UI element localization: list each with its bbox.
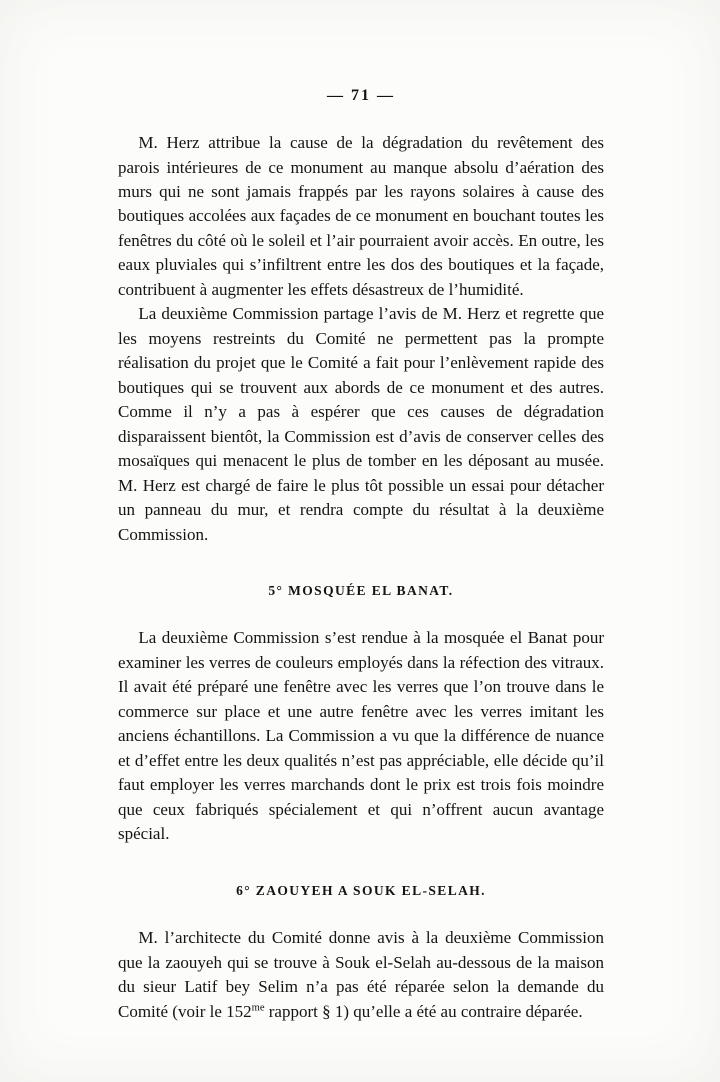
paragraph-commission-response: La deuxième Commission partage l’avis de M. Herz et regrette que les moyens restreints du Comité ne permettent pas la prompte réalisation du projet que le Comité a fait pour l’enlèvement rapide des boutiques qui se trouvent aux abords de ce monument et des autres. Comme il n’y a pas à espérer que ces causes de dégradation disparaissent bientôt, la Commission est d’avis de conserver celles des mosaïques qui menacent le plus de tomber en les déposant au musée. M. Herz est chargé de faire le plus tôt possible un essai pour détacher un panneau du mur, et rendra compte du résultat à la deuxième Commission. — [118, 304, 604, 544]
paragraph-mosquee-el-banat: La deuxième Commission s’est rendue à la mosquée el Banat pour examiner les verres de couleurs employés dans la réfection des vitraux. Il avait été préparé une fenêtre avec les verres que l’on trouve dans le commerce sur place et une autre fenêtre avec les verres imitant les anciens échantillons. La Commission a vu que la différence de nuance et d’effet entre les deux qualités n’est pas appréciable, elle décide qu’il faut employer les verres marchands dont le prix est trois fois moindre que ceux fabriqués spécialement et qui n’offrent aucun avantage spécial. — [118, 628, 604, 844]
paragraph-monument-herz-opinion: M. Herz attribue la cause de la dégradation du revêtement des parois intérieures de ce monument au manque absolu d’aération des murs qui ne sont jamais frappés par les rayons solaires à cause des boutiques accolées aux façades de ce monument en bouchant toutes les fenêtres du côté où le soleil et l’air pourraient avoir accès. En outre, les eaux pluviales qui s’infiltrent entre les dos des boutiques et la façade, contribuent à augmenter les effets désastreux de l’humidité. — [118, 133, 604, 299]
ordinal-superscript-152me: me — [251, 1001, 265, 1013]
paragraph-zaouyeh-souk-el-selah — [118, 926, 604, 1024]
section-heading-zaouyeh-souk-el-selah: 6° ZAOUYEH A SOUK EL-SELAH. — [236, 882, 486, 898]
page-number: — 71 — — [327, 87, 395, 104]
paragraph-zaouyeh-text-after-superscript: rapport § 1) qu’elle a été au contraire déparée. — [264, 1001, 583, 1021]
text-block — [118, 84, 604, 1024]
section-heading-mosquee-el-banat: 5° MOSQUÉE EL BANAT. — [268, 583, 454, 598]
paragraph-zaouyeh-text-before-superscript: M. l’architecte du Comité donne avis à la deuxième Commission que la zaouyeh qui se trouve à Souk el-Selah au-dessous de la maison du sieur Latif bey Selim n’a pas été réparée selon la demande du Comité (voir le 152 — [118, 928, 604, 1021]
